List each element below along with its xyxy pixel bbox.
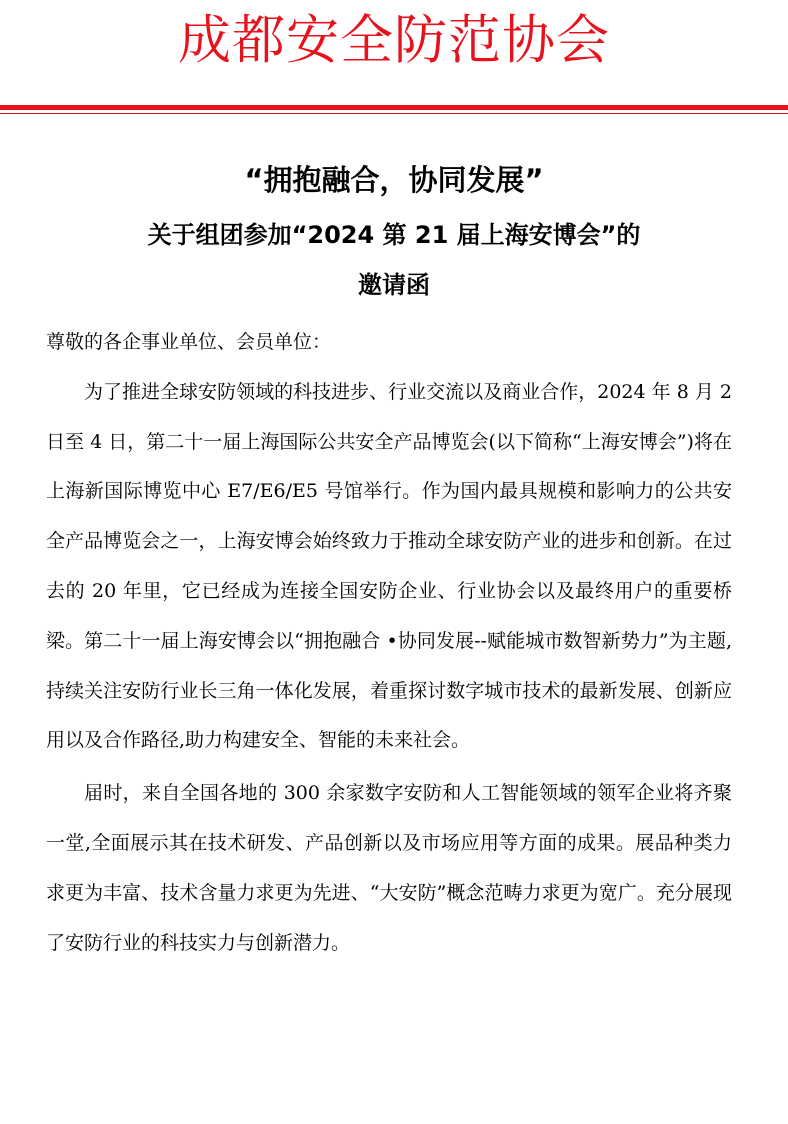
salutation: 尊敬的各企事业单位、会员单位：: [46, 331, 332, 353]
document-type: 邀请函: [358, 271, 430, 299]
body-paragraph-2: 届时，来自全国各地的 300 余家数字安防和人工智能领域的领军企业将齐聚一堂,全面展示其在技术研发、产品创新以及市场应用等方面的成果。展品种类力求更为丰富、技术含量力求更为先进、“大安防”概念范畴力求更为宽广。充分展现了安防行业的科技实力与创新潜力。: [46, 782, 732, 954]
body-paragraph-1: 为了推进全球安防领域的科技进步、行业交流以及商业合作，2024 年 8 月 2 日至 4 日，第二十一届上海国际公共安全产品博览会(以下简称“上海安博会”)将在上海新国际博览中心 E7/E6/E5 号馆举行。作为国内最具规模和影响力的公共安全产品博览会之一，上海安博会始终致力于推动全球安防产业的进步和创新。在过去的 20 年里，它已经成为连接全国安防企业、行业协会以及最终用户的重要桥梁。第二十一届上海安博会以“拥抱融合 •协同发展--赋能城市数智新势力”为主题,持续关注安防行业长三角一体化发展，着重探讨数字城市技术的最新发展、创新应用以及合作路径,助力构建安全、智能的未来社会。: [46, 380, 732, 752]
document-slogan: “拥抱融合，协同发展”: [244, 163, 544, 197]
letter-body: [46, 318, 732, 968]
document-subject: 关于组团参加“2024 第 21 届上海安博会”的: [147, 221, 641, 249]
letterhead-divider-thin: [0, 113, 788, 114]
letterhead-divider-thick: [0, 105, 788, 110]
letterhead-organization-name: 成都安全防范协会: [178, 10, 610, 71]
